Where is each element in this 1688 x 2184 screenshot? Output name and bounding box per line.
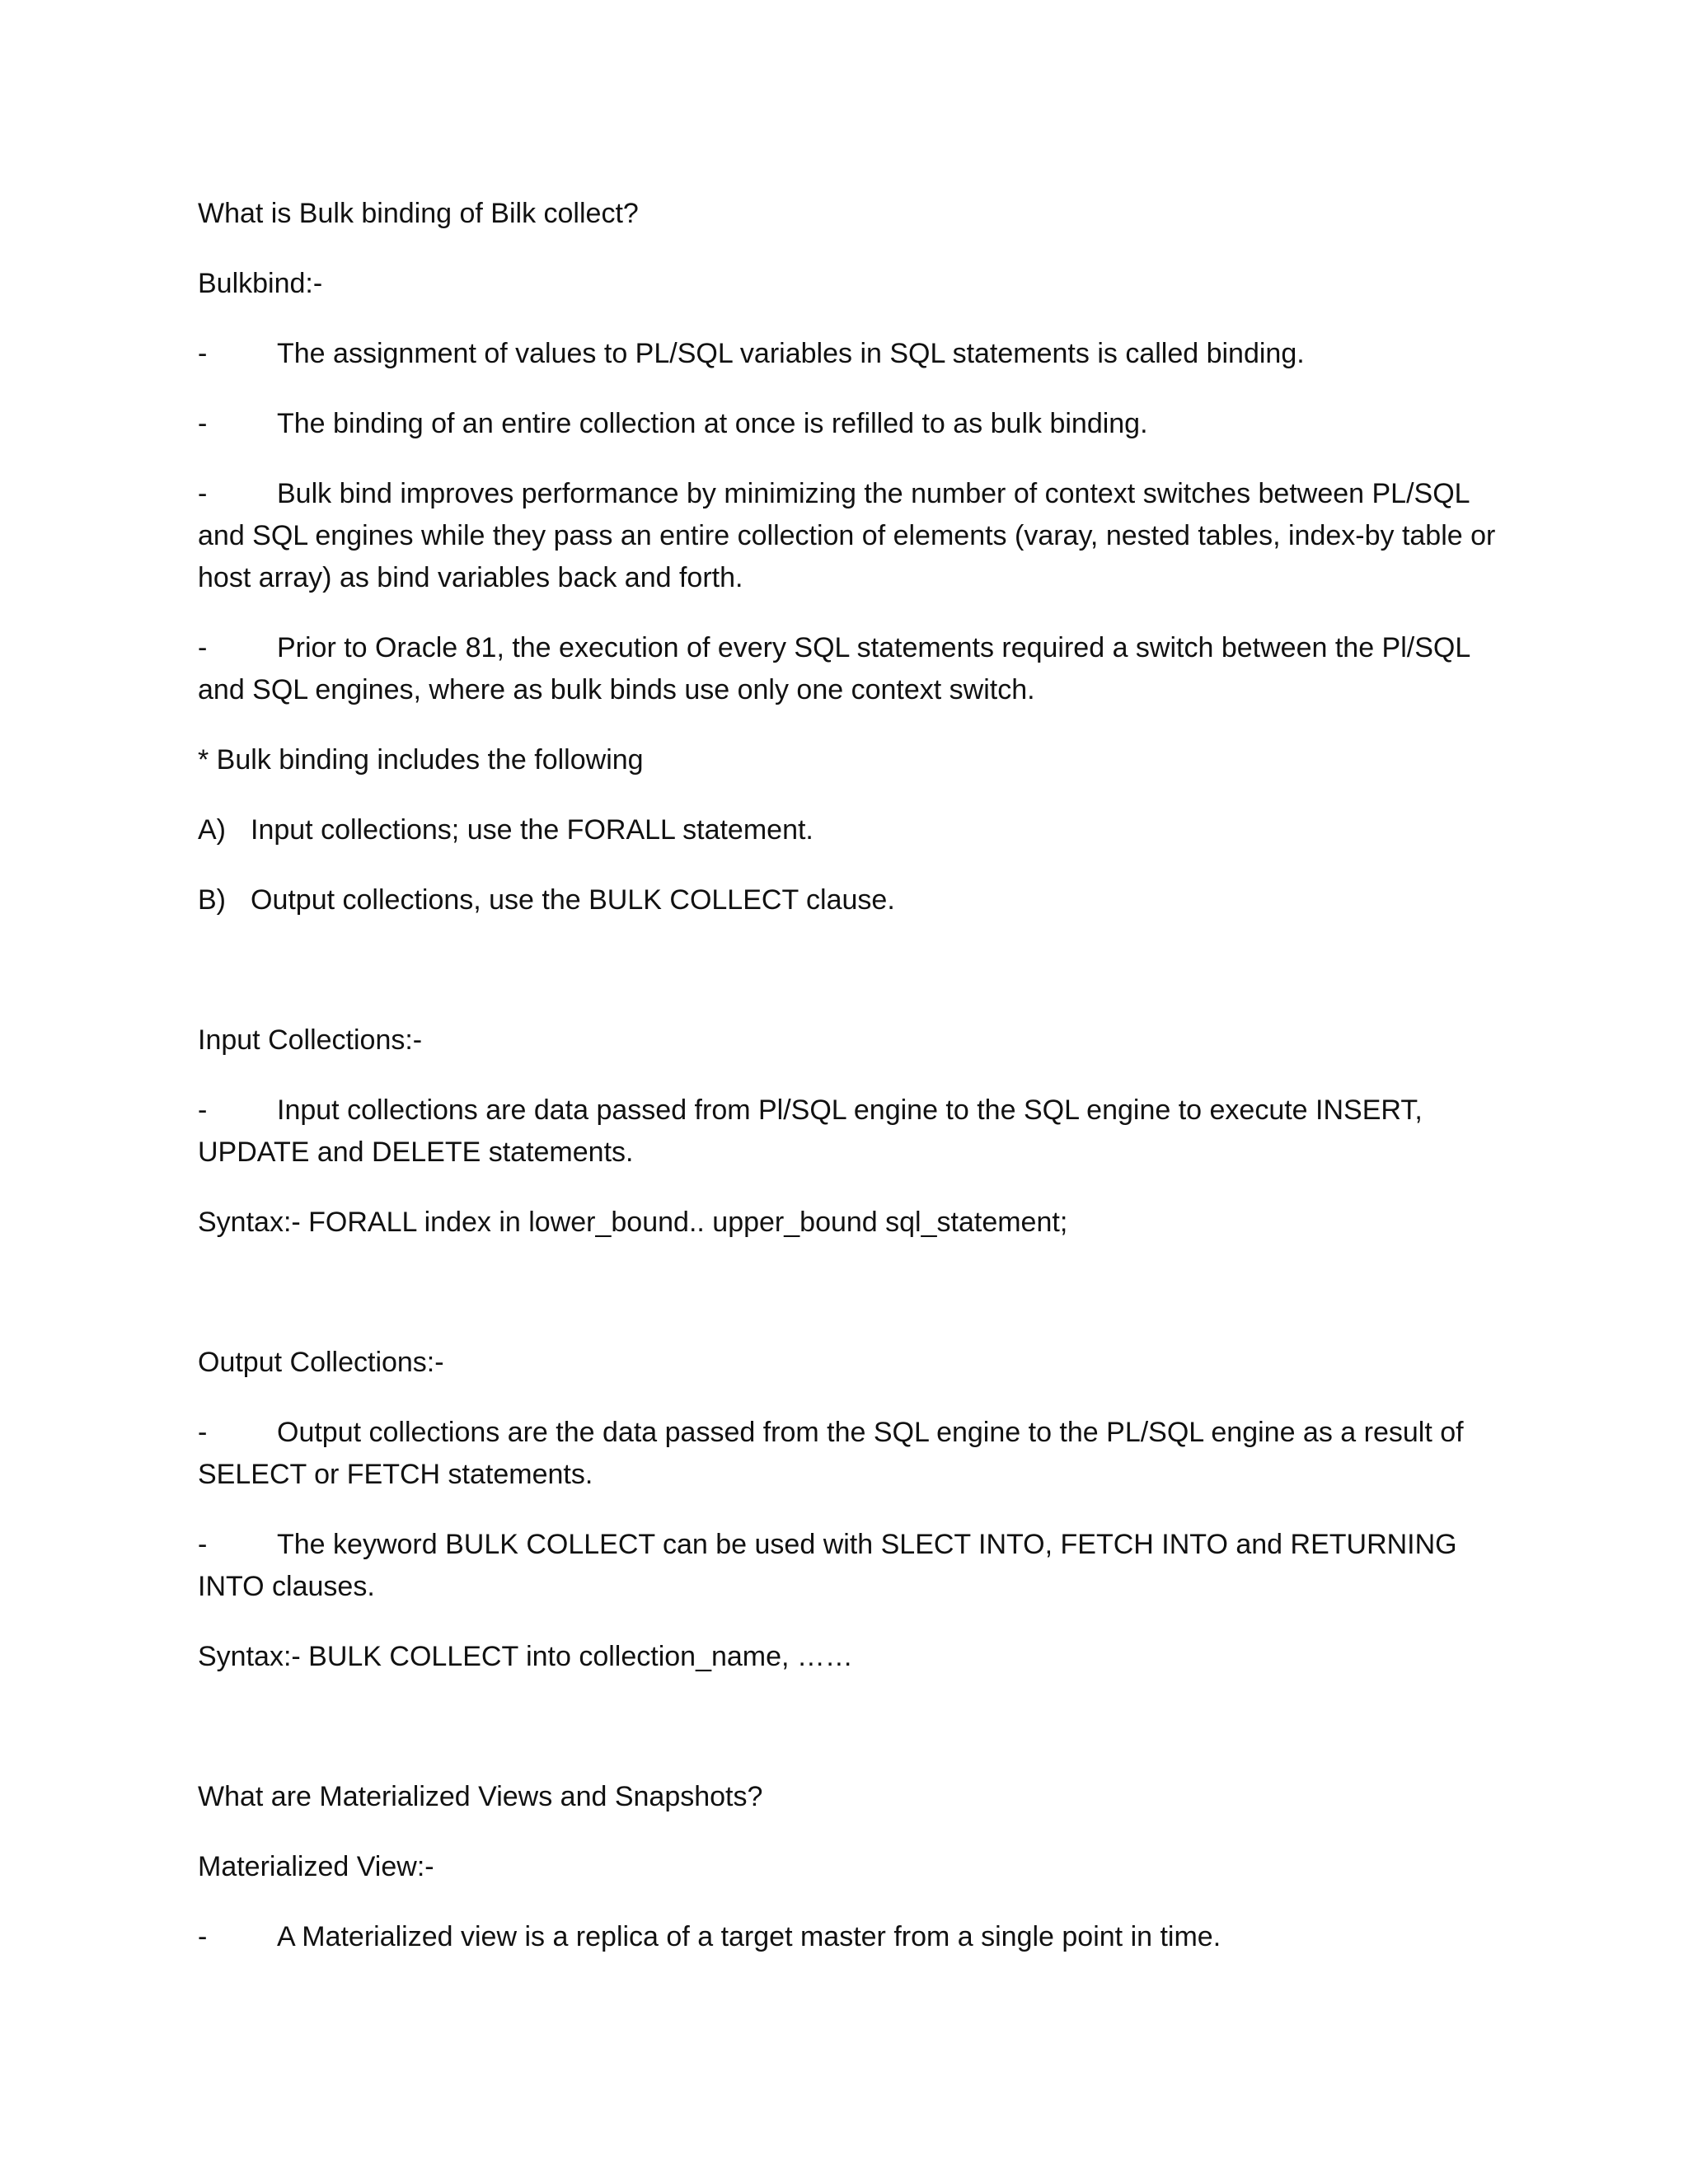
bullet-paragraph [198, 627, 1508, 711]
bullet-paragraph [198, 1412, 1508, 1496]
heading-output-collections: Output Collections:- [198, 1347, 444, 1378]
list-item-text: Output collections, use the BULK COLLECT clause. [251, 884, 895, 916]
bullet-text: Input collections are data passed from Pl/SQL engine to the SQL engine to execute INSERT, UPDATE and DELETE statements. [198, 1094, 1423, 1168]
bullet-paragraph [198, 1090, 1508, 1174]
bullet-text: The binding of an entire collection at once is refilled to as bulk binding. [277, 408, 1148, 439]
dash-marker: - [198, 338, 208, 369]
bullet-text: The keyword BULK COLLECT can be used with SLECT INTO, FETCH INTO and RETURNING INTO clauses. [198, 1529, 1457, 1602]
dash-marker: - [198, 1529, 208, 1560]
includes-line: * Bulk binding includes the following [198, 744, 644, 776]
bullet-paragraph [198, 333, 1508, 375]
spacer [198, 1706, 1508, 1776]
list-item-b [198, 879, 1508, 921]
syntax-bulk-collect: Syntax:- BULK COLLECT into collection_name, …… [198, 1641, 853, 1672]
dash-marker: - [198, 1094, 208, 1126]
list-item-text: Input collections; use the FORALL statement. [251, 814, 814, 846]
spacer [198, 1272, 1508, 1342]
document-content [198, 193, 1508, 1986]
bullet-paragraph [198, 403, 1508, 445]
list-marker: B) [198, 884, 226, 916]
heading-materialized-view: Materialized View:- [198, 1851, 434, 1882]
bullet-paragraph [198, 473, 1508, 599]
question-materialized-views: What are Materialized Views and Snapshots? [198, 1781, 763, 1812]
bullet-paragraph [198, 1524, 1508, 1608]
question-bulk-binding: What is Bulk binding of Bilk collect? [198, 198, 639, 229]
bullet-text: Output collections are the data passed from the SQL engine to the PL/SQL engine as a result of SELECT or FETCH statements. [198, 1417, 1464, 1490]
dash-marker: - [198, 408, 208, 439]
bullet-text: The assignment of values to PL/SQL variables in SQL statements is called binding. [277, 338, 1305, 369]
dash-marker: - [198, 1921, 208, 1952]
heading-input-collections: Input Collections:- [198, 1024, 423, 1056]
spacer [198, 949, 1508, 1019]
dash-marker: - [198, 1417, 208, 1448]
dash-marker: - [198, 632, 208, 663]
bullet-text: A Materialized view is a replica of a target master from a single point in time. [277, 1921, 1221, 1952]
bullet-text: Bulk bind improves performance by minimizing the number of context switches between PL/SQL and SQL engines while they pass an entire collection of elements (varay, nested tables, index-by table or host array) as bind variables back and forth. [198, 478, 1496, 593]
dash-marker: - [198, 478, 208, 509]
syntax-forall: Syntax:- FORALL index in lower_bound.. upper_bound sql_statement; [198, 1207, 1068, 1238]
list-item-a [198, 809, 1508, 851]
list-marker: A) [198, 814, 226, 846]
bullet-text: Prior to Oracle 81, the execution of every SQL statements required a switch between the Pl/SQL and SQL engines, where as bulk binds use only one context switch. [198, 632, 1470, 705]
heading-bulkbind: Bulkbind:- [198, 268, 323, 299]
bullet-paragraph [198, 1916, 1508, 1958]
